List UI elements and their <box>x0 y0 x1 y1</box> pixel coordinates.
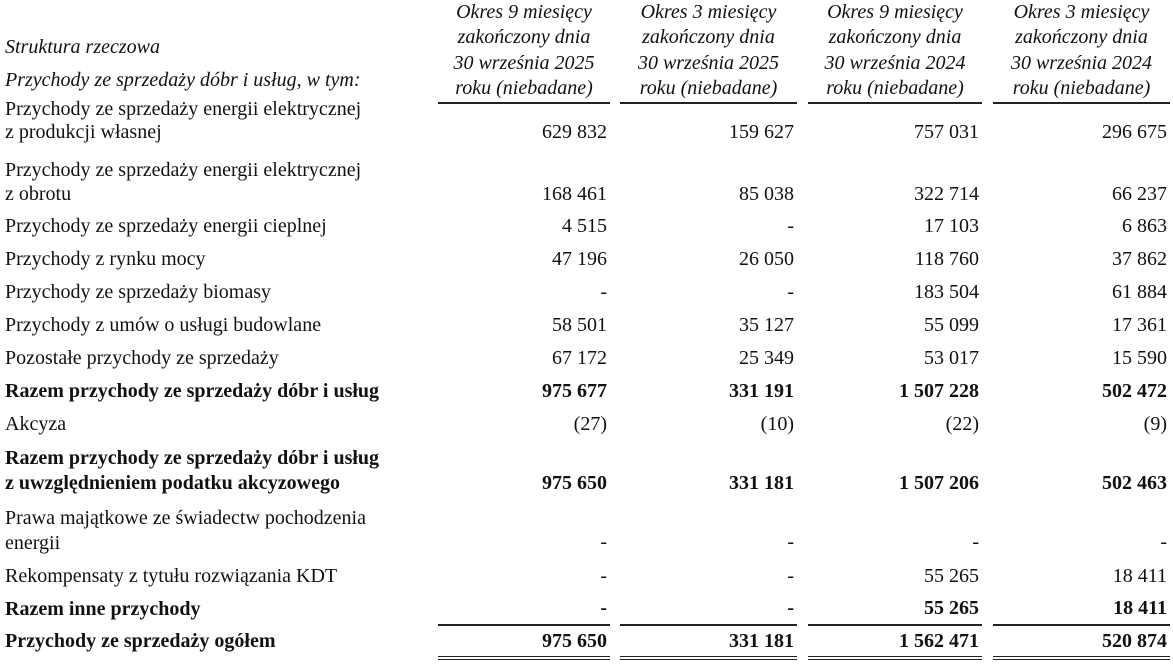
table-row <box>0 152 1173 210</box>
value-cell <box>993 497 1170 560</box>
table-row <box>0 560 1173 593</box>
value-text: 61 884 <box>1112 281 1167 303</box>
value-text: 15 590 <box>1112 347 1167 369</box>
value-text: - <box>787 531 794 553</box>
value-cell <box>438 497 610 560</box>
value-text: 58 501 <box>552 314 607 336</box>
value-text: - <box>972 531 979 553</box>
column-header-line: roku (niebadane) <box>826 76 964 99</box>
value-cell <box>993 210 1170 243</box>
value-cell <box>808 243 982 276</box>
column-header-line: roku (niebadane) <box>1012 76 1151 99</box>
value-text: 55 265 <box>924 597 979 619</box>
column-header-line: zakończony dnia <box>642 26 775 49</box>
row-label <box>0 593 432 626</box>
value-cell <box>808 441 982 497</box>
value-cell <box>993 408 1170 441</box>
value-text: 1 562 471 <box>899 630 979 652</box>
column-header <box>438 0 610 104</box>
value-text: (10) <box>760 413 794 435</box>
value-text: 26 050 <box>739 248 794 270</box>
row-label-line: Przychody z rynku mocy <box>5 248 206 270</box>
table-row <box>0 497 1173 560</box>
value-cell <box>620 441 797 497</box>
value-cell <box>438 560 610 593</box>
table-row <box>0 375 1173 408</box>
table-row <box>0 276 1173 309</box>
value-text: 37 862 <box>1112 248 1167 270</box>
section-subtitle: Przychody ze sprzedaży dóbr i usług, w tym: <box>5 69 361 91</box>
table-row <box>0 441 1173 497</box>
row-label-line: Pozostałe przychody ze sprzedaży <box>5 347 279 369</box>
value-cell <box>808 408 982 441</box>
value-text: 502 463 <box>1102 472 1167 494</box>
value-cell <box>808 626 982 660</box>
value-cell <box>620 375 797 408</box>
table-row <box>0 309 1173 342</box>
row-label <box>0 98 432 152</box>
column-header-line: roku (niebadane) <box>639 76 778 99</box>
row-label-line: Rekompensaty z tytułu rozwiązania KDT <box>5 565 338 587</box>
row-label <box>0 441 432 497</box>
row-label-line: z obrotu <box>5 183 72 205</box>
value-cell <box>808 210 982 243</box>
row-label <box>0 243 432 276</box>
value-cell <box>993 441 1170 497</box>
value-text: - <box>600 531 607 553</box>
row-label <box>0 497 432 560</box>
value-text: - <box>600 597 607 619</box>
column-header-line: roku (niebadane) <box>455 76 593 99</box>
value-cell <box>993 309 1170 342</box>
row-label-line: Prawa majątkowe ze świadectw pochodzenia <box>5 507 366 529</box>
value-cell <box>993 152 1170 210</box>
row-label <box>0 560 432 593</box>
value-text: 1 507 228 <box>899 380 979 402</box>
value-cell <box>620 276 797 309</box>
row-label-line: Przychody z umów o usługi budowlane <box>5 314 322 336</box>
value-cell <box>620 210 797 243</box>
value-text: 18 411 <box>1113 597 1167 619</box>
column-header-line: 30 września 2024 <box>824 51 966 74</box>
value-cell <box>620 626 797 660</box>
value-text: 55 265 <box>924 565 979 587</box>
value-text: 17 361 <box>1112 314 1167 336</box>
row-label <box>0 210 432 243</box>
value-cell <box>620 408 797 441</box>
value-text: 520 874 <box>1102 630 1167 652</box>
row-label <box>0 152 432 210</box>
column-header-line: Okres 3 miesięcy <box>640 1 777 23</box>
value-text: 331 191 <box>729 380 794 402</box>
value-cell <box>808 342 982 375</box>
value-cell <box>620 152 797 210</box>
table-row <box>0 408 1173 441</box>
value-cell <box>620 560 797 593</box>
value-text: (27) <box>573 413 607 435</box>
value-text: - <box>600 565 607 587</box>
value-text: 118 760 <box>914 248 979 270</box>
value-text: 67 172 <box>552 347 607 369</box>
value-cell <box>993 104 1170 152</box>
row-label-line: Razem przychody ze sprzedaży dóbr i usług <box>5 380 380 402</box>
value-cell <box>620 243 797 276</box>
value-cell <box>438 626 610 660</box>
value-text: - <box>787 281 794 303</box>
row-label <box>0 626 432 660</box>
value-cell <box>438 593 610 626</box>
value-text: 975 677 <box>542 380 607 402</box>
value-cell <box>993 626 1170 660</box>
value-text: 159 627 <box>729 121 794 143</box>
column-header-line: Okres 9 miesięcy <box>827 1 963 23</box>
value-text: - <box>787 215 794 237</box>
value-text: 975 650 <box>542 472 607 494</box>
column-header-line: 30 września 2024 <box>1010 51 1153 74</box>
column-header-line: Okres 9 miesięcy <box>456 1 592 23</box>
value-text: 183 504 <box>914 281 979 303</box>
value-text: 18 411 <box>1112 565 1167 587</box>
value-cell <box>438 152 610 210</box>
row-label <box>0 342 432 375</box>
column-header-line: 30 września 2025 <box>453 51 595 74</box>
table-row <box>0 626 1173 660</box>
value-text: 331 181 <box>729 472 794 494</box>
table-row <box>0 342 1173 375</box>
row-label-line: Przychody ze sprzedaży biomasy <box>5 281 272 303</box>
value-text: (22) <box>945 413 979 435</box>
value-cell <box>438 309 610 342</box>
value-cell <box>620 593 797 626</box>
column-header-line: 30 września 2025 <box>637 51 780 74</box>
row-label-line: Przychody ze sprzedaży energii elektrycznej <box>5 159 362 181</box>
row-label-line: z uwzględnieniem podatku akcyzowego <box>5 472 340 494</box>
value-text: 35 127 <box>739 314 794 336</box>
value-cell <box>808 309 982 342</box>
row-label-line: Przychody ze sprzedaży energii elektrycznej <box>5 98 362 120</box>
table-row <box>0 243 1173 276</box>
value-cell <box>993 276 1170 309</box>
value-text: 1 507 206 <box>899 472 979 494</box>
column-header <box>808 0 982 104</box>
value-cell <box>438 375 610 408</box>
table-row <box>0 210 1173 243</box>
row-label-line: Przychody ze sprzedaży ogółem <box>5 630 276 652</box>
value-cell <box>620 497 797 560</box>
value-text: 331 181 <box>729 630 794 652</box>
value-cell <box>808 375 982 408</box>
row-label-line: Razem przychody ze sprzedaży dóbr i usług <box>5 447 380 469</box>
value-text: - <box>1160 531 1167 553</box>
value-cell <box>438 210 610 243</box>
value-text: 629 832 <box>542 121 607 143</box>
value-text: 17 103 <box>924 215 979 237</box>
column-header-line: zakończony dnia <box>457 26 591 49</box>
value-cell <box>993 560 1170 593</box>
value-text: - <box>787 597 794 619</box>
value-cell <box>993 342 1170 375</box>
value-cell <box>808 593 982 626</box>
value-cell <box>993 593 1170 626</box>
value-cell <box>808 104 982 152</box>
row-label <box>0 375 432 408</box>
value-text: 66 237 <box>1112 183 1167 205</box>
value-text: 55 099 <box>924 314 979 336</box>
row-label-line: Razem inne przychody <box>5 598 201 620</box>
value-text: 6 863 <box>1122 215 1167 237</box>
value-text: 85 038 <box>739 183 794 205</box>
value-text: 25 349 <box>739 347 794 369</box>
table-row <box>0 98 1173 152</box>
row-label <box>0 309 432 342</box>
row-label-line: Przychody ze sprzedaży energii cieplnej <box>5 215 327 237</box>
value-cell <box>438 342 610 375</box>
value-cell <box>808 497 982 560</box>
value-cell <box>438 408 610 441</box>
row-label <box>0 408 432 441</box>
row-label-line: z produkcji własnej <box>5 121 162 143</box>
value-cell <box>993 375 1170 408</box>
value-cell <box>620 342 797 375</box>
value-cell <box>620 309 797 342</box>
value-cell <box>808 560 982 593</box>
header-labels <box>0 0 432 104</box>
row-label <box>0 276 432 309</box>
value-text: (9) <box>1143 413 1167 435</box>
value-cell <box>438 243 610 276</box>
value-text: - <box>787 565 794 587</box>
value-cell <box>438 441 610 497</box>
value-cell <box>993 243 1170 276</box>
column-header <box>620 0 797 104</box>
value-text: 53 017 <box>924 347 979 369</box>
value-text: 975 650 <box>542 630 607 652</box>
value-text: - <box>600 281 607 303</box>
table-header <box>0 0 1173 104</box>
value-text: 322 714 <box>914 183 979 205</box>
value-cell <box>808 152 982 210</box>
value-cell <box>438 104 610 152</box>
table-row <box>0 593 1173 626</box>
value-cell <box>808 276 982 309</box>
value-cell <box>438 276 610 309</box>
value-cell <box>620 104 797 152</box>
column-header-line: zakończony dnia <box>1015 26 1148 49</box>
row-label-line: energii <box>5 532 61 554</box>
value-text: 757 031 <box>914 121 979 143</box>
section-title: Struktura rzeczowa <box>5 36 160 58</box>
value-text: 47 196 <box>552 248 607 270</box>
row-label-line: Akcyza <box>5 413 67 435</box>
column-header-line: Okres 3 miesięcy <box>1013 1 1150 23</box>
column-header <box>993 0 1170 104</box>
value-text: 168 461 <box>542 183 607 205</box>
value-text: 502 472 <box>1102 380 1167 402</box>
value-text: 296 675 <box>1102 121 1167 143</box>
column-header-line: zakończony dnia <box>828 26 962 49</box>
value-text: 4 515 <box>562 215 607 237</box>
